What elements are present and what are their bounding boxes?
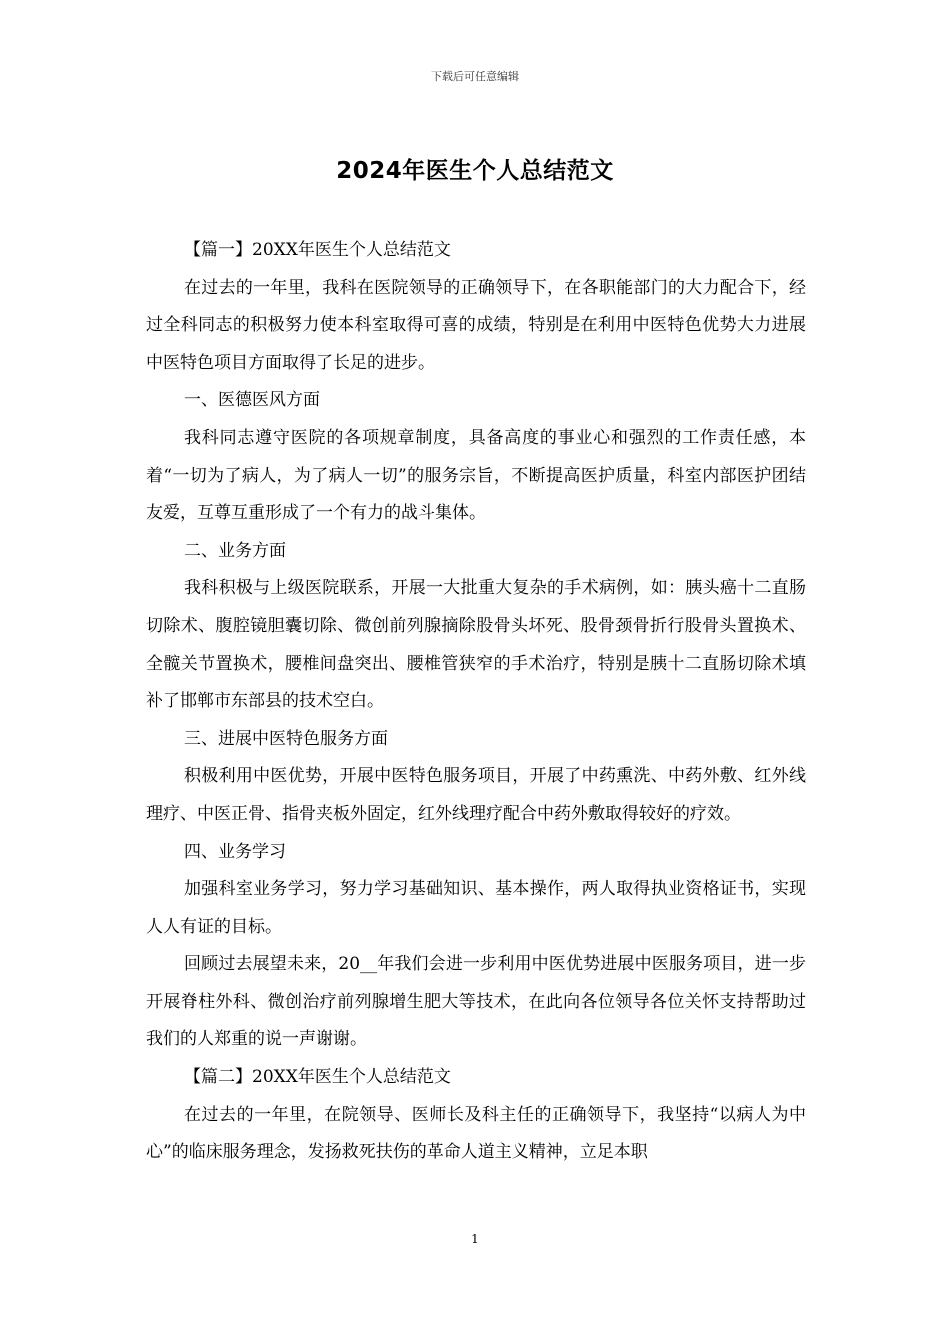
body-paragraph: 回顾过去展望未来，20__年我们会进一步利用中医优势进展中医服务项目，进一步开展脊柱外科、微创治疗前列腺增生肥大等技术，在此向各位领导各位关怀支持帮助过我们的人郑重的说一声谢谢。: [146, 954, 806, 1050]
subsection-heading: 三、进展中医特色服务方面: [184, 728, 388, 749]
header-note: 下载后可任意编辑: [431, 70, 519, 83]
section-heading-part-2: 【篇二】20XX年医生个人总结范文: [184, 1067, 451, 1088]
page-number: 1: [471, 1232, 479, 1246]
subsection-heading: 四、业务学习: [184, 841, 286, 862]
document-title: 2024年医生个人总结范文: [336, 158, 614, 184]
body-paragraph: 在过去的一年里，在院领导、医师长及科主任的正确领导下，我坚持“以病人为中心”的临床服务理念，发扬救死扶伤的革命人道主义精神，立足本职: [146, 1104, 806, 1163]
body-paragraph: 我科积极与上级医院联系，开展一大批重大复杂的手术病例，如：胰头癌十二直肠切除术、腹腔镜胆囊切除、微创前列腺摘除股骨头坏死、股骨颈骨折行股骨头置换术、全髋关节置换术，腰椎间盘突出、腰椎管狭窄的手术治疗，特别是胰十二直肠切除术填补了邯郸市东部县的技术空白。: [146, 578, 806, 712]
subsection-heading: 一、医德医风方面: [184, 390, 320, 411]
subsection-heading: 二、业务方面: [184, 540, 286, 561]
document-body: [146, 232, 806, 1172]
body-paragraph: 我科同志遵守医院的各项规章制度，具备高度的事业心和强烈的工作责任感，本着“一切为了病人，为了病人一切”的服务宗旨，不断提高医护质量，科室内部医护团结友爱，互尊互重形成了一个有力的战斗集体。: [146, 427, 806, 524]
body-paragraph: 积极利用中医优势，开展中医特色服务项目，开展了中药熏洗、中药外敷、红外线理疗、中医正骨、指骨夹板外固定，红外线理疗配合中药外敷取得较好的疗效。: [146, 766, 806, 824]
body-paragraph: 加强科室业务学习，努力学习基础知识、基本操作，两人取得执业资格证书，实现人人有证的目标。: [146, 879, 806, 937]
body-paragraph: 在过去的一年里，我科在医院领导的正确领导下，在各职能部门的大力配合下，经过全科同志的积极努力使本科室取得可喜的成绩，特别是在利用中医特色优势大力进展中医特色项目方面取得了长足的进步。: [146, 277, 806, 373]
section-heading-part-1: 【篇一】20XX年医生个人总结范文: [184, 240, 451, 260]
